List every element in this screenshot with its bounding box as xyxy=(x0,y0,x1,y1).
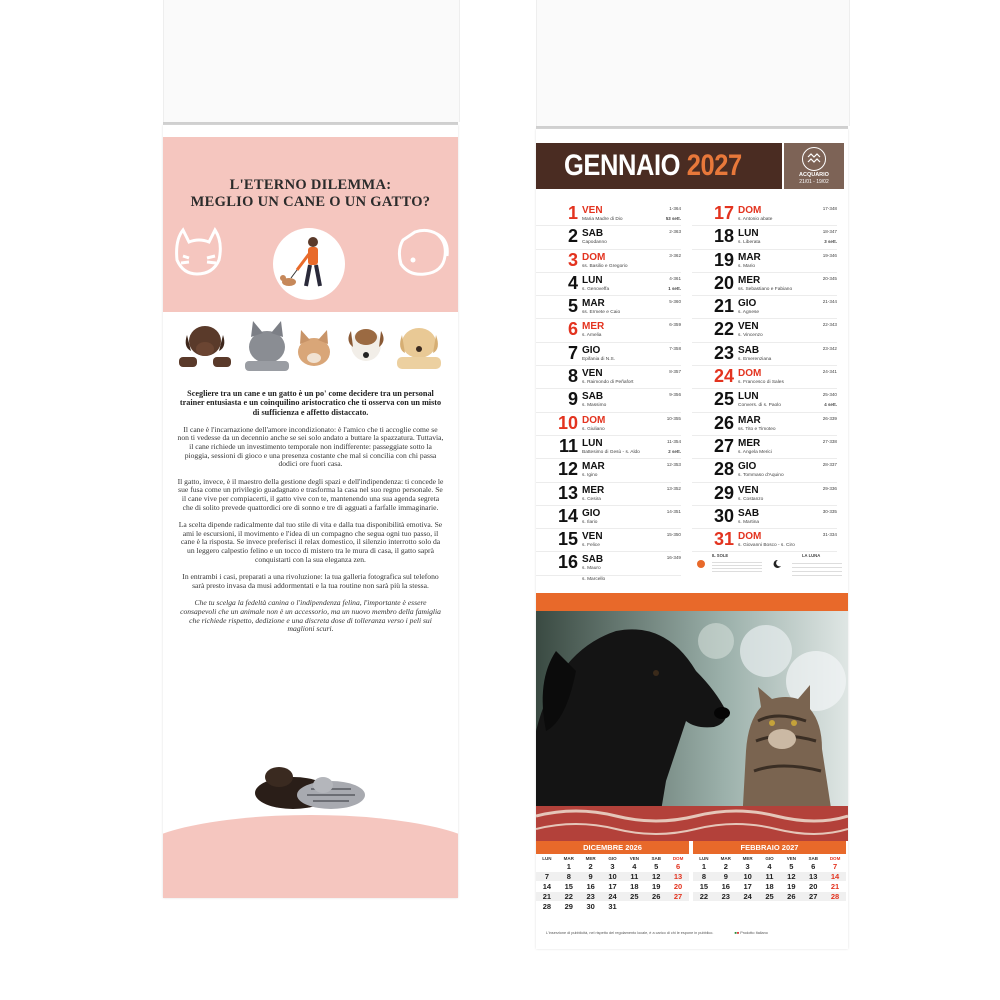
day-of-year: 20-345 xyxy=(822,275,837,281)
day-name: SAB xyxy=(582,228,604,240)
doberman-puppy-image xyxy=(173,317,235,372)
extra-saint: s. Marcello xyxy=(582,577,606,582)
day-row xyxy=(536,483,681,506)
day-number: 21 xyxy=(713,296,734,317)
day-number: 18 xyxy=(713,226,734,247)
dog-outline-icon xyxy=(391,220,453,280)
mini-day: 4 xyxy=(632,862,637,871)
article-paragraph-cat: Il gatto, invece, è il maestro della gestione degli spazi e dell'indipendenza: ti concede le sue fusa come un privilegio guadagnato e trasforma la casa nel suo regno personale. Se il cane vive per compiacerti, il gatto vive con te, mantenendo una sua agenda segreta che di solito prevede quattordici ore di sonno e tre di agguati a farfalle immaginarie. xyxy=(177,476,444,512)
weekday-label: GIO xyxy=(765,856,774,861)
day-of-year: 5-360 xyxy=(669,299,681,305)
day-name: DOM xyxy=(582,414,606,426)
day-of-year: 3-362 xyxy=(669,252,681,258)
weekday-label: LUN xyxy=(699,856,709,861)
day-number: 25 xyxy=(713,389,734,410)
footnote-text: L'inserzione di pubblicità, nel rispetto del regolamento locale, è a carico di chi le espone in pubblico. xyxy=(546,931,714,935)
day-number: 2 xyxy=(567,226,578,247)
day-of-year: 7-358 xyxy=(669,345,681,351)
mini-day: 12 xyxy=(645,872,667,881)
day-name: GIO xyxy=(738,298,757,310)
zodiac-dates: 21/01 - 19/02 xyxy=(799,179,829,185)
day-number: 3 xyxy=(567,249,578,270)
day-row xyxy=(536,250,681,273)
mini-day: 1 xyxy=(566,862,571,871)
day-row xyxy=(692,436,837,459)
jack-russell-image xyxy=(341,317,391,372)
mini-day: 8 xyxy=(558,872,580,881)
weekday-label: SAB xyxy=(651,856,661,861)
made-in-label: Prodotto Italiano xyxy=(740,931,768,935)
week-number: 2 sett. xyxy=(668,448,681,454)
day-name: VEN xyxy=(738,484,759,496)
day-row xyxy=(692,389,837,412)
mini-day: 25 xyxy=(623,892,645,901)
mini-day: 11 xyxy=(623,872,645,881)
mini-day: 4 xyxy=(767,862,772,871)
saint-name: s. Massimo xyxy=(582,403,607,409)
day-row xyxy=(536,203,681,226)
mini-calendar-prev xyxy=(536,841,689,911)
mini-day: 7 xyxy=(832,862,838,871)
day-row xyxy=(536,459,681,482)
weekday-label: MAR xyxy=(720,856,731,861)
day-number: 20 xyxy=(713,272,734,293)
mini-day: 2 xyxy=(588,862,593,871)
day-of-year: 22-343 xyxy=(822,322,837,328)
day-row xyxy=(692,203,837,226)
day-of-year: 25-340 xyxy=(822,392,837,398)
mini-day: 18 xyxy=(630,882,639,891)
saint-name: ss. Basilio e Gregorio xyxy=(582,263,628,269)
day-of-year: 29-336 xyxy=(822,485,837,491)
day-of-year: 11-354 xyxy=(667,438,681,444)
mini-day: 21 xyxy=(536,892,558,901)
mini-day: 21 xyxy=(830,882,840,891)
zodiac-name: ACQUARIO xyxy=(799,172,829,178)
day-name: DOM xyxy=(738,368,762,380)
day-name: VEN xyxy=(582,531,603,543)
article-title xyxy=(163,177,458,211)
weekday-label: VEN xyxy=(786,856,796,861)
days-column-1 xyxy=(536,203,681,576)
day-number: 26 xyxy=(713,412,734,433)
day-row xyxy=(536,343,681,366)
day-row xyxy=(692,529,837,552)
day-of-year: 10-355 xyxy=(666,415,681,421)
weekday-label: MAR xyxy=(563,856,574,861)
right-hanger-strip xyxy=(536,0,850,126)
day-number: 17 xyxy=(713,203,734,223)
day-of-year: 2-363 xyxy=(669,229,681,235)
day-number: 29 xyxy=(713,482,734,503)
saint-name: s. Mario xyxy=(738,263,756,269)
day-number: 9 xyxy=(567,389,578,410)
mini-day: 16 xyxy=(586,882,595,891)
mini-day: 10 xyxy=(602,872,624,881)
day-name: SAB xyxy=(582,391,604,403)
mini-day: 23 xyxy=(715,892,737,901)
day-name: MAR xyxy=(582,461,605,473)
day-name: SAB xyxy=(738,344,760,356)
mini-calendars xyxy=(536,841,848,936)
mini-day: 17 xyxy=(743,882,752,891)
saint-name: s. Emerenziana xyxy=(738,356,772,362)
day-of-year: 27-338 xyxy=(822,438,837,444)
saint-name: ss. Ermete e Caio xyxy=(582,310,621,316)
article-paragraph-choice: La scelta dipende radicalmente dal tuo stile di vita e dalla tua disponibilità emotiva. Se ami le escursioni, il movimento e l'idea di un compagno che segua ogni tuo passo, il cane è la risposta. Se invece preferisci il relax domestico, il silenzio interrotto solo da un leggero calpestio felino e un tocco di mistero tra le mura di casa, il gatto saprà conquistarti con la sua eleganza zen. xyxy=(178,520,443,564)
day-number: 23 xyxy=(713,342,734,363)
mini-day: 3 xyxy=(745,862,750,871)
day-row xyxy=(536,436,681,459)
day-name: GIO xyxy=(738,461,757,473)
day-row xyxy=(536,529,681,552)
saint-name: Battesimo di Gesù - s. Aldo xyxy=(582,449,640,455)
mini-day: 20 xyxy=(809,882,818,891)
day-name: MER xyxy=(582,321,605,333)
day-row xyxy=(692,296,837,319)
mini-day: 9 xyxy=(715,872,737,881)
mini-calendar-next-title: FEBBRAIO 2027 xyxy=(693,841,846,854)
day-number: 22 xyxy=(713,319,734,340)
mini-day xyxy=(623,902,645,911)
mini-day: 6 xyxy=(675,862,681,871)
day-row xyxy=(692,483,837,506)
saint-name: s. Vincenzo xyxy=(738,333,763,339)
photo-orange-band xyxy=(536,593,848,611)
weekday-label: VEN xyxy=(629,856,639,861)
week-number: 3 sett. xyxy=(824,239,837,245)
day-number: 13 xyxy=(557,482,578,503)
mini-day xyxy=(667,902,689,911)
day-name: VEN xyxy=(582,205,603,216)
day-row xyxy=(692,366,837,389)
saint-name: s. Giuliano xyxy=(582,426,605,432)
mini-day: 22 xyxy=(558,892,580,901)
saint-name: s. Antonio abate xyxy=(738,217,773,222)
saint-name: ss. Tito e Timoteo xyxy=(738,426,776,432)
day-name: VEN xyxy=(582,368,603,380)
mini-day: 13 xyxy=(667,872,689,881)
mini-day: 30 xyxy=(586,902,595,911)
pets-photo-row xyxy=(173,300,448,372)
dog-cat-illustration xyxy=(536,611,848,841)
saint-name: s. Angela Merici xyxy=(738,449,772,455)
mini-day xyxy=(536,862,558,871)
mini-day: 8 xyxy=(693,872,715,881)
saint-name: s. Genoveffa xyxy=(582,286,610,292)
week-number: 53 sett. xyxy=(665,216,681,221)
day-name: MER xyxy=(738,274,761,286)
mini-day: 24 xyxy=(737,892,759,901)
moon-label: LA LUNA xyxy=(802,553,821,558)
day-number: 16 xyxy=(557,552,578,573)
walker-figure-icon xyxy=(273,228,345,300)
mini-day: 22 xyxy=(693,892,715,901)
mini-day: 25 xyxy=(759,892,781,901)
mini-day: 17 xyxy=(608,882,617,891)
title-line-2: MEGLIO UN CANE O UN GATTO? xyxy=(190,194,431,210)
saint-name: s. Cesira xyxy=(582,496,601,502)
title-line-1: L'ETERNO DILEMMA: xyxy=(229,177,392,193)
mini-day: 14 xyxy=(824,872,846,881)
day-of-year: 16-349 xyxy=(666,555,681,561)
day-name: LUN xyxy=(738,391,759,403)
day-row xyxy=(536,506,681,529)
day-number: 24 xyxy=(713,366,734,387)
day-row xyxy=(692,413,837,436)
day-row xyxy=(692,343,837,366)
saint-name: s. Igino xyxy=(582,473,598,479)
saint-name: Capodanno xyxy=(582,240,607,246)
day-of-year: 31-334 xyxy=(822,532,837,538)
day-row xyxy=(536,413,681,436)
day-number: 8 xyxy=(567,366,578,387)
day-number: 4 xyxy=(567,272,578,293)
day-name: LUN xyxy=(582,274,603,286)
mini-day: 11 xyxy=(759,872,781,881)
day-number: 11 xyxy=(558,435,578,456)
mini-day: 7 xyxy=(536,872,558,881)
mini-day: 19 xyxy=(787,882,796,891)
saint-name: s. Tommaso d'Aquino xyxy=(738,473,784,479)
saint-name: s. Liberata xyxy=(738,240,761,246)
day-number: 19 xyxy=(713,249,734,270)
article-paragraph-dog: Il cane è l'incarnazione dell'amore incondizionato: è l'amico che ti accoglie come se non ti vedesse da un decennio anche se sei solo andato a buttare la spazzatura. Tuttavia, il cane richiede un investimento temporale non indifferente: passeggiate sotto la pioggia, sessioni di gioco e una presenza costante che mal si concilia con chi passa dodici ore fuori casa. xyxy=(177,424,444,469)
mini-day: 20 xyxy=(673,882,683,891)
left-pink-footer xyxy=(163,815,458,898)
article-closing: Che tu scelga la fedeltà canina o l'indipendenza felina, l'importante è essere consapevoli che un animale non è un accessorio, ma un nuovo membro della famiglia che richiede rispetto, dedizione e una discreta dose di tolleranza verso i peli sui maglioni scuri. xyxy=(180,598,441,634)
calendar-panel xyxy=(536,129,848,949)
day-name: LUN xyxy=(738,228,759,240)
day-of-year: 17-348 xyxy=(822,206,837,211)
dog-and-cat-photo xyxy=(536,611,848,841)
sun-table xyxy=(712,560,762,572)
saint-name: s. Felice xyxy=(582,543,600,549)
mini-day: 13 xyxy=(802,872,824,881)
mini-day: 31 xyxy=(608,902,617,911)
legal-footnote: L'inserzione di pubblicità, nel rispetto del regolamento locale, è a carico di chi le espone in pubblico. ■■ Prodotto Italiano xyxy=(546,931,768,935)
weekday-label: MER xyxy=(742,856,753,861)
day-row xyxy=(536,273,681,296)
mini-day: 23 xyxy=(580,892,602,901)
zodiac-box xyxy=(784,143,844,189)
saint-name: s. Agnese xyxy=(738,310,760,316)
saint-name: s. Ilario xyxy=(582,519,598,525)
day-of-year: 8-357 xyxy=(669,369,681,375)
day-number: 14 xyxy=(557,505,578,526)
day-of-year: 26-339 xyxy=(822,415,837,421)
day-number: 6 xyxy=(567,319,578,340)
mini-day: 3 xyxy=(610,862,615,871)
weekday-label: DOM xyxy=(829,856,841,861)
day-number: 31 xyxy=(713,529,734,550)
saint-name: Convers. di s. Paolo xyxy=(738,403,781,409)
article-lead: Scegliere tra un cane e un gatto è un po' come decidere tra un personal trainer entusiasta e un coinquilino aristocratico che ti osserva con un misto di sufficienza e affetto distaccato. xyxy=(179,389,442,417)
week-number: 4 sett. xyxy=(824,402,837,408)
saint-name: ss. Sebastiano e Fabiano xyxy=(738,286,793,292)
day-name: GIO xyxy=(582,507,601,519)
moon-icon xyxy=(772,559,782,569)
mini-day: 1 xyxy=(701,862,706,871)
day-of-year: 14-351 xyxy=(666,508,681,514)
mini-day: 29 xyxy=(564,902,573,911)
saint-name: s. Raimondo di Peñafort xyxy=(582,380,634,386)
mini-day: 12 xyxy=(780,872,802,881)
day-of-year: 30-335 xyxy=(822,508,837,514)
mini-calendar-prev-title: DICEMBRE 2026 xyxy=(536,841,689,854)
day-name: MER xyxy=(738,437,761,449)
mini-day: 6 xyxy=(811,862,816,871)
mini-day: 9 xyxy=(580,872,602,881)
mini-day: 28 xyxy=(542,902,552,911)
sun-label: IL SOLE xyxy=(712,553,729,558)
month-header xyxy=(536,143,782,189)
saint-name: s. Giovanni Bosco - s. Ciro xyxy=(738,543,795,549)
cat-outline-icon xyxy=(169,220,229,280)
day-of-year: 24-341 xyxy=(822,369,837,375)
left-hanger-strip xyxy=(163,0,460,122)
weekday-label: DOM xyxy=(672,856,684,861)
day-of-year: 19-346 xyxy=(822,252,837,258)
day-name: VEN xyxy=(738,321,759,333)
day-number: 12 xyxy=(557,459,578,480)
day-of-year: 6-359 xyxy=(669,322,681,328)
week-number: 1 sett. xyxy=(668,285,681,291)
weekday-label: SAB xyxy=(808,856,818,861)
article-body xyxy=(177,389,444,643)
day-of-year: 28-337 xyxy=(822,462,837,468)
mini-day: 14 xyxy=(542,882,552,891)
day-number: 7 xyxy=(567,342,578,363)
mini-day: 19 xyxy=(652,882,661,891)
day-row xyxy=(692,459,837,482)
day-number: 5 xyxy=(567,296,578,317)
day-name: SAB xyxy=(582,554,604,566)
saint-name: s. Mauro xyxy=(582,566,601,572)
weekday-label: GIO xyxy=(608,856,617,861)
mini-day: 27 xyxy=(802,892,824,901)
weekday-label: LUN xyxy=(542,856,552,861)
article-paragraph-revolution: In entrambi i casi, preparati a una rivoluzione: la tua galleria fotografica sul telefono sarà presto invasa da musi addormentati e la tua routine non sarà più la stessa. xyxy=(182,572,439,590)
day-row xyxy=(536,552,681,575)
day-number: 30 xyxy=(713,505,734,526)
mini-day xyxy=(645,902,667,911)
sun-icon xyxy=(696,559,706,569)
day-name: SAB xyxy=(738,507,760,519)
day-of-year: 4-361 xyxy=(669,275,681,281)
moon-phase-table xyxy=(792,560,842,576)
day-number: 10 xyxy=(557,412,578,433)
day-name: MAR xyxy=(582,298,605,310)
dog-walker-illustration xyxy=(273,228,345,300)
day-name: GIO xyxy=(582,344,601,356)
day-of-year: 15-350 xyxy=(666,532,681,538)
weekday-label: MER xyxy=(585,856,596,861)
mini-day: 5 xyxy=(789,862,794,871)
mini-day: 26 xyxy=(645,892,667,901)
day-of-year: 9-356 xyxy=(669,392,681,398)
mini-day: 18 xyxy=(765,882,774,891)
month-year: 2027 xyxy=(686,149,742,182)
day-row xyxy=(536,366,681,389)
day-row xyxy=(692,273,837,296)
day-number: 27 xyxy=(713,435,734,456)
day-number: 15 xyxy=(557,529,578,550)
day-row xyxy=(692,506,837,529)
day-name: DOM xyxy=(738,531,762,543)
saint-name: Epifania di N.S. xyxy=(582,356,616,362)
mini-calendar-next-grid xyxy=(693,854,846,901)
labrador-puppy-image xyxy=(391,317,447,372)
mini-day: 26 xyxy=(780,892,802,901)
day-row xyxy=(536,319,681,342)
day-name: DOM xyxy=(738,205,762,216)
left-info-panel xyxy=(163,125,458,898)
mini-day: 10 xyxy=(737,872,759,881)
day-of-year: 1-364 xyxy=(669,206,681,211)
day-row xyxy=(692,250,837,273)
saint-name: Maria Madre di Dio xyxy=(582,217,623,222)
mini-day: 24 xyxy=(602,892,624,901)
saint-name: s. Costanzo xyxy=(738,496,764,502)
day-row xyxy=(692,319,837,342)
mini-day: 16 xyxy=(721,882,730,891)
mini-day: 2 xyxy=(723,862,728,871)
saint-name: s. Amelia xyxy=(582,333,602,339)
day-of-year: 12-353 xyxy=(666,462,681,468)
mini-calendar-prev-grid xyxy=(536,854,689,911)
day-name: MAR xyxy=(738,414,761,426)
mini-day: 15 xyxy=(699,882,709,891)
mini-day: 28 xyxy=(824,892,846,901)
day-name: DOM xyxy=(582,251,606,263)
day-of-year: 13-352 xyxy=(666,485,681,491)
day-name: MAR xyxy=(738,251,761,263)
day-of-year: 18-347 xyxy=(822,229,837,235)
mini-day: 5 xyxy=(654,862,659,871)
mini-calendar-next xyxy=(693,841,846,901)
day-of-year: 23-342 xyxy=(822,345,837,351)
grey-cat-image xyxy=(241,317,293,372)
saint-name: s. Francesco di Sales xyxy=(738,380,784,386)
day-row xyxy=(536,226,681,249)
sleeping-pets-image xyxy=(251,755,371,813)
day-row xyxy=(536,389,681,412)
day-of-year: 21-344 xyxy=(822,299,837,305)
days-column-2 xyxy=(692,203,837,552)
day-row xyxy=(536,296,681,319)
month-title xyxy=(564,149,742,183)
day-name: LUN xyxy=(582,437,603,449)
mini-day: 15 xyxy=(564,882,573,891)
month-name: GENNAIO xyxy=(564,149,681,182)
saint-name: s. Martina xyxy=(738,519,760,525)
day-name: MER xyxy=(582,484,605,496)
day-number: 1 xyxy=(567,203,578,223)
day-row xyxy=(692,226,837,249)
day-number: 28 xyxy=(713,459,734,480)
orange-cat-image xyxy=(291,322,337,372)
aquarius-icon xyxy=(802,147,826,171)
mini-day: 27 xyxy=(667,892,689,901)
